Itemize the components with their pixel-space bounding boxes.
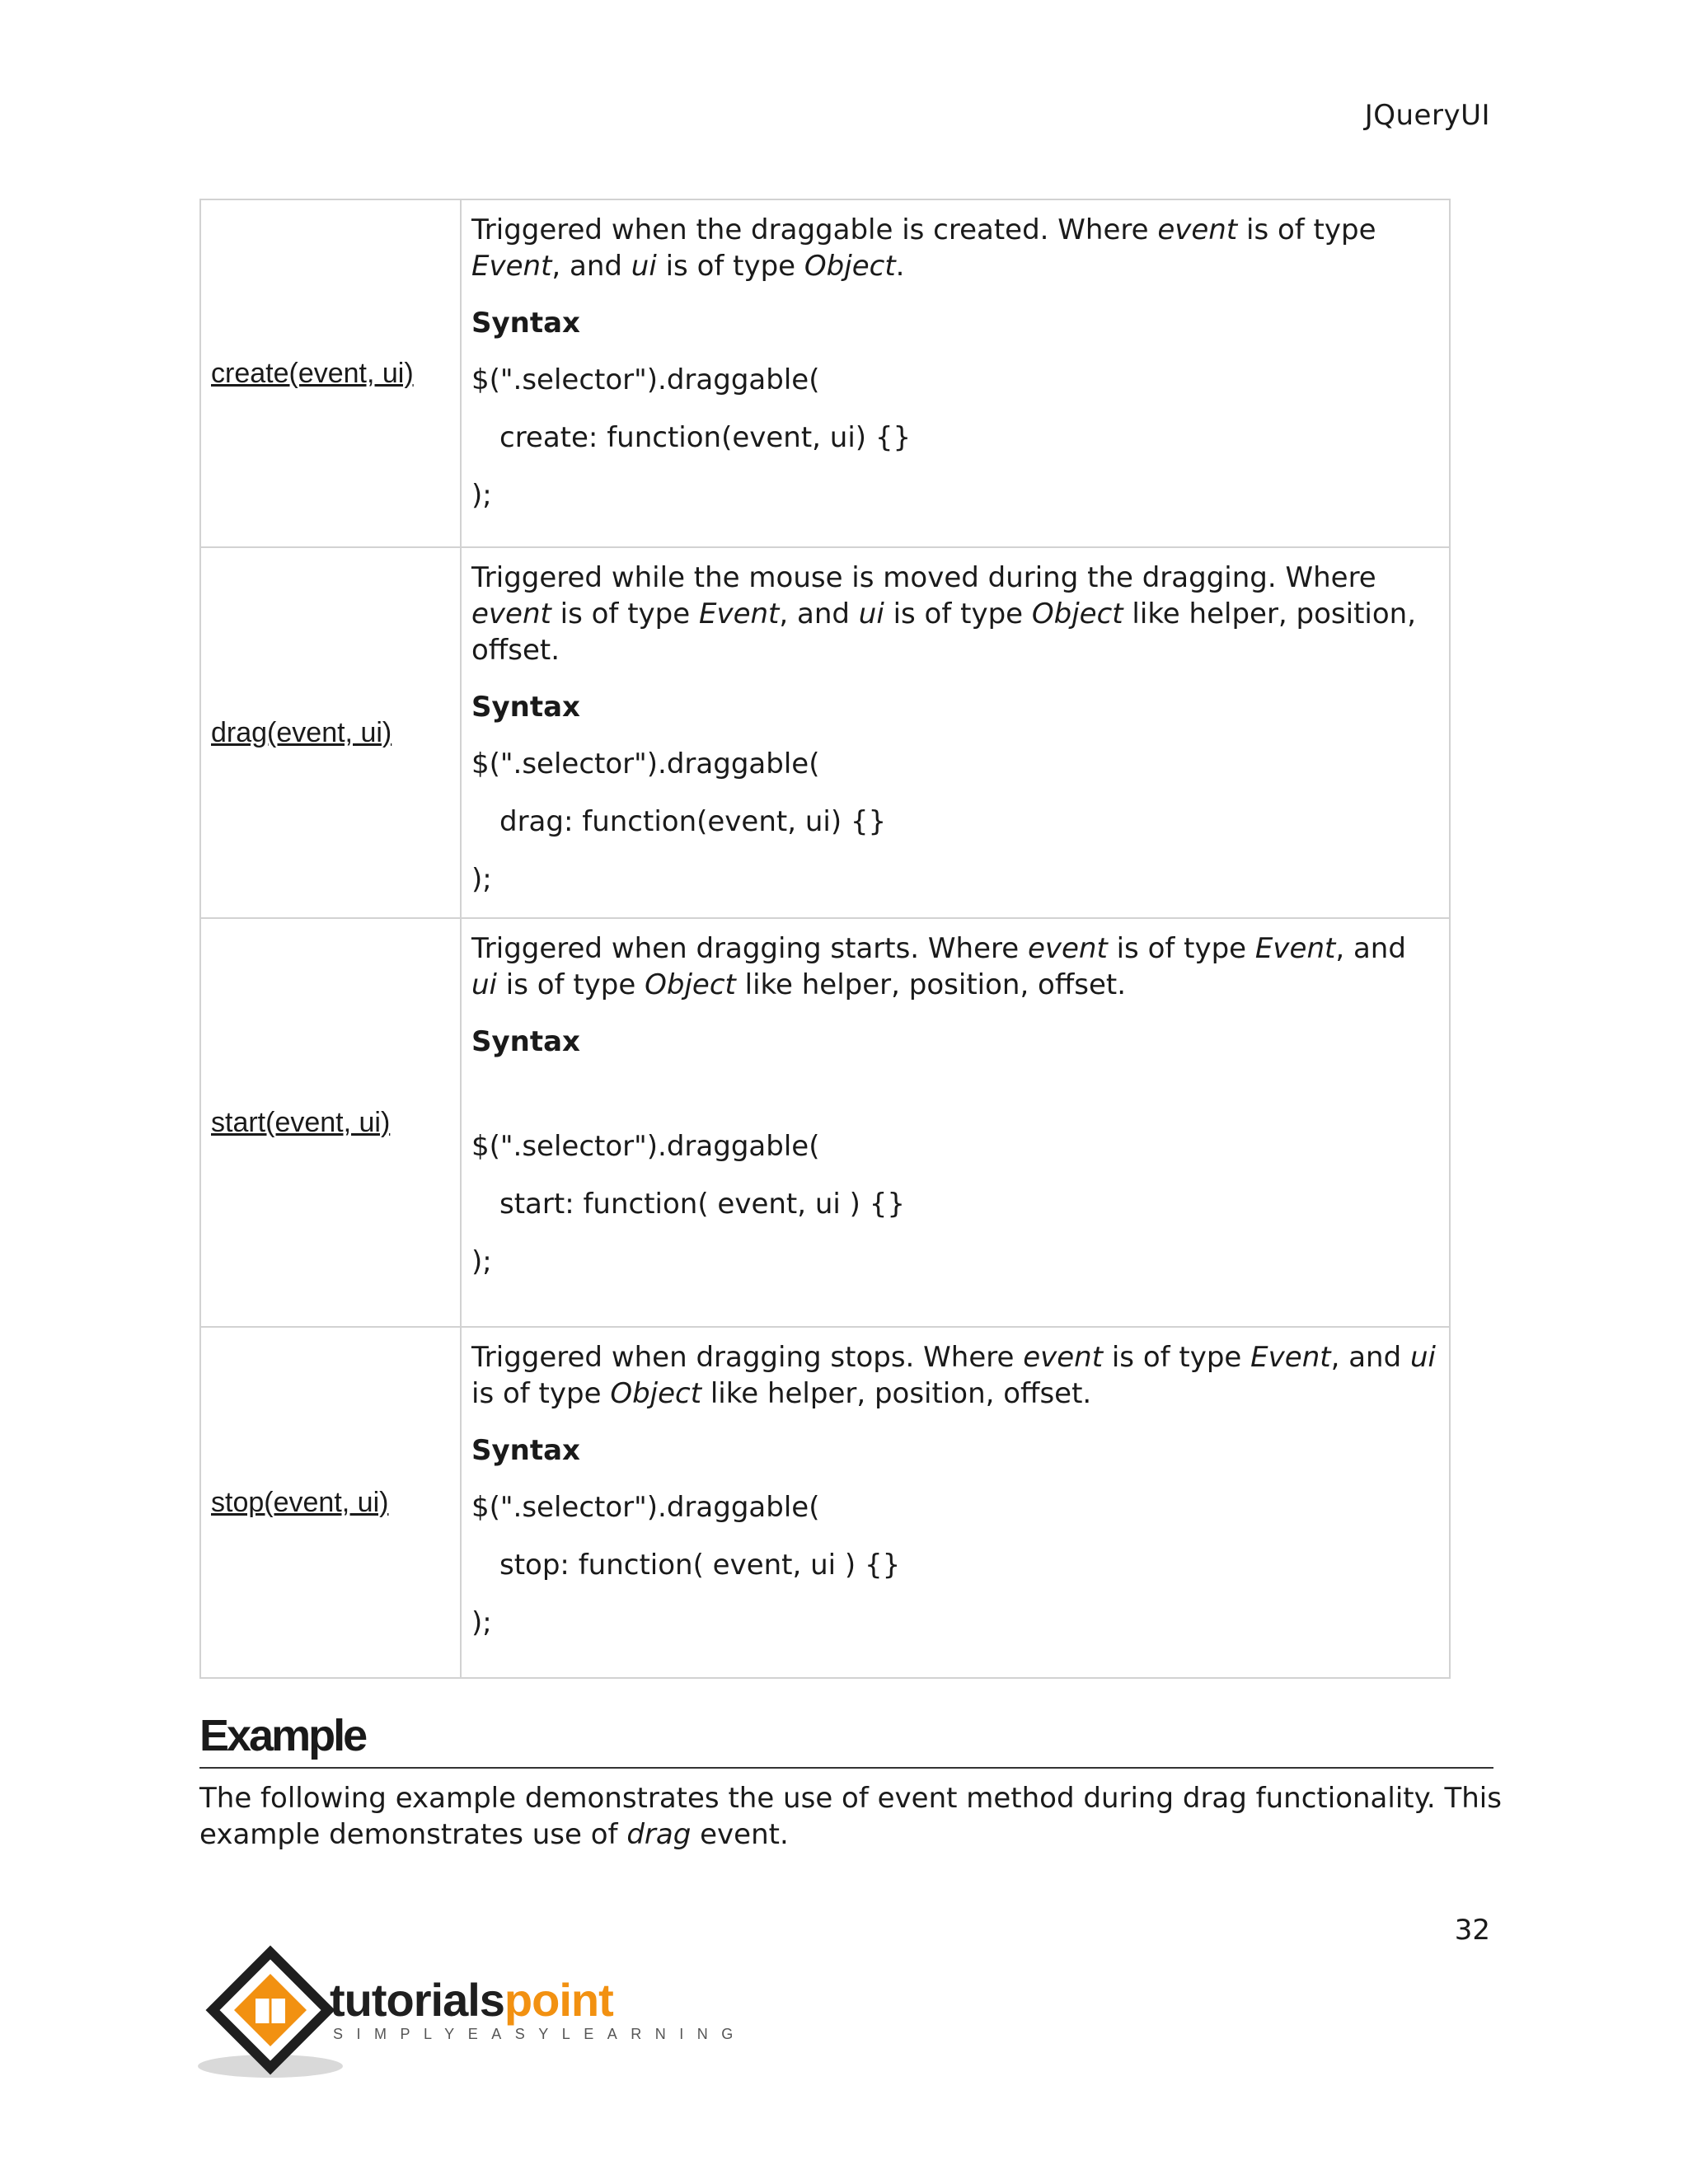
method-name-cell	[200, 199, 461, 547]
code-line-open: $(".selector").draggable(	[471, 363, 820, 396]
syntax-label: Syntax	[471, 1434, 580, 1467]
method-description-cell	[461, 918, 1450, 1327]
method-name-cell	[200, 918, 461, 1327]
page-number: 32	[1454, 1914, 1490, 1947]
syntax-label: Syntax	[471, 691, 580, 724]
method-description: Triggered when the draggable is created. Where event is of type Event, and ui is of type Object.	[471, 213, 1376, 283]
method-description: Triggered when dragging stops. Where event is of type Event, and ui is of type Object like helper, position, offset.	[471, 1341, 1436, 1410]
code-line-close: );	[471, 479, 492, 512]
method-link-create[interactable]: create(event, ui)	[211, 357, 414, 389]
code-line-open: $(".selector").draggable(	[471, 748, 820, 780]
method-name-cell	[200, 547, 461, 918]
method-description-cell	[461, 1327, 1450, 1678]
code-line-open: $(".selector").draggable(	[471, 1491, 820, 1524]
page-header-title: JQueryUI	[1364, 99, 1490, 132]
logo-word-dark: tutorials	[330, 1974, 504, 2026]
logo-word-accent: point	[504, 1974, 613, 2026]
table-row	[200, 1327, 1450, 1678]
syntax-label: Syntax	[471, 307, 580, 340]
method-description: Triggered when dragging starts. Where event is of type Event, and ui is of type Object like helper, position, offset.	[471, 932, 1406, 1001]
blank-line	[471, 1080, 1439, 1128]
method-link-stop[interactable]: stop(event, ui)	[211, 1486, 389, 1518]
method-link-start[interactable]: start(event, ui)	[211, 1106, 391, 1138]
table-row	[200, 199, 1450, 547]
section-heading-example: Example	[199, 1709, 1493, 1769]
logo-wordmark	[330, 1973, 613, 2027]
code-line-body: start: function( event, ui ) {}	[499, 1188, 906, 1221]
code-line-close: );	[471, 863, 492, 896]
method-description-cell	[461, 199, 1450, 547]
events-table	[199, 199, 1451, 1679]
syntax-label: Syntax	[471, 1025, 580, 1058]
code-line-body: stop: function( event, ui ) {}	[499, 1549, 901, 1582]
code-line-body: drag: function(event, ui) {}	[499, 805, 887, 838]
method-description-cell	[461, 547, 1450, 918]
logo-tagline: SIMPLYEASYLEARNING	[333, 2026, 747, 2042]
code-line-open: $(".selector").draggable(	[471, 1130, 820, 1163]
method-name-cell	[200, 1327, 461, 1678]
code-line-body: create: function(event, ui) {}	[499, 421, 912, 454]
method-description: Triggered while the mouse is moved during the dragging. Where event is of type Event, and ui is of type Object like helper, position, offset.	[471, 561, 1417, 667]
example-paragraph: The following example demonstrates the use of event method during drag functionality. This example demonstrates use of drag event.	[199, 1782, 1502, 1851]
table-row	[200, 918, 1450, 1327]
method-link-drag[interactable]: drag(event, ui)	[211, 716, 392, 748]
code-line-close: );	[471, 1245, 492, 1278]
code-line-close: );	[471, 1606, 492, 1639]
table-row	[200, 547, 1450, 918]
